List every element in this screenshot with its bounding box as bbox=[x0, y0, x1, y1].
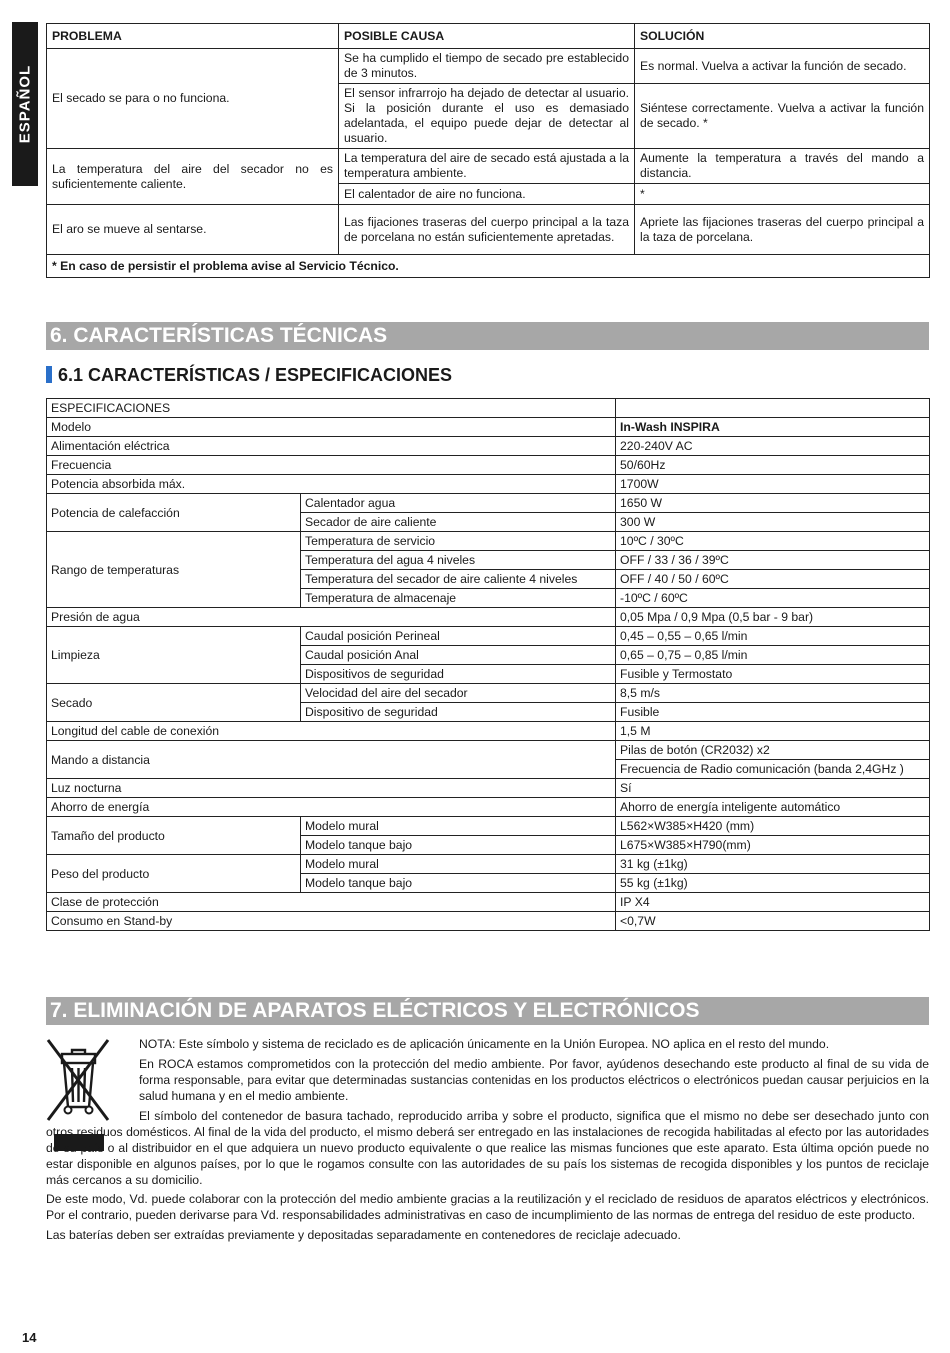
table-row: Temperatura del secador de aire caliente 4 niveles OFF / 40 / 50 / 60ºC bbox=[47, 570, 930, 589]
section-6-1-title: 6.1 CARACTERÍSTICAS / ESPECIFICACIONES bbox=[58, 365, 453, 385]
section-6-title: 6. CARACTERÍSTICAS TÉCNICAS bbox=[46, 322, 929, 350]
solution-cell: Es normal. Vuelva a activar la función de secado. bbox=[635, 49, 930, 84]
table-row: Dispositivo de seguridad Fusible bbox=[47, 703, 930, 722]
solution-cell: * bbox=[635, 184, 930, 205]
table-row bbox=[47, 49, 930, 84]
header-causa: POSIBLE CAUSA bbox=[339, 24, 635, 49]
table-row: Tamaño del producto Modelo mural L562×W385×H420 (mm) bbox=[47, 817, 930, 836]
solution-cell: Siéntese correctamente. Vuelva a activar la función de secado. * bbox=[635, 84, 930, 149]
table-row: Secador de aire caliente 300 W bbox=[47, 513, 930, 532]
table-row: Frecuencia 50/60Hz bbox=[47, 456, 930, 475]
table-row: Peso del producto Modelo mural 31 kg (±1kg) bbox=[47, 855, 930, 874]
table-row: Dispositivos de seguridad Fusible y Termostato bbox=[47, 665, 930, 684]
solution-cell: Apriete las fijaciones traseras del cuerpo principal a la taza de porcelana. bbox=[635, 205, 930, 255]
table-row: Frecuencia de Radio comunicación (banda 2,4GHz ) bbox=[47, 760, 930, 779]
table-row: Limpieza Caudal posición Perineal 0,45 – 0,55 – 0,65 l/min bbox=[47, 627, 930, 646]
table-row: Consumo en Stand-by <0,7W bbox=[47, 912, 930, 931]
table-row bbox=[47, 399, 930, 418]
batteries-paragraph: Las baterías deben ser extraídas previamente y depositadas separadamente en contenedores de reciclaje adecuado. bbox=[46, 1228, 681, 1242]
roca-paragraph: En ROCA estamos comprometidos con la protección del medio ambiente. Por favor, ayúdenos desechando este producto al final de su vida de forma responsable, para evitar que determinadas sustancias contenidas en los productos eléctricos o electrónicos puedan causar perjuicios en la salud humana y en el medio ambiente. bbox=[139, 1057, 929, 1103]
table-row: Potencia absorbida máx. 1700W bbox=[47, 475, 930, 494]
table-row: Modelo tanque bajo 55 kg (±1kg) bbox=[47, 874, 930, 893]
footnote: * En caso de persistir el problema avise al Servicio Técnico. bbox=[47, 255, 930, 278]
table-row: Mando a distancia Pilas de botón (CR2032) x2 bbox=[47, 741, 930, 760]
solution-cell: Aumente la temperatura a través del mando a distancia. bbox=[635, 149, 930, 184]
problem-cell: El secado se para o no funciona. bbox=[47, 49, 339, 149]
table-row: Clase de protección IP X4 bbox=[47, 893, 930, 912]
model-value: In-Wash INSPIRA bbox=[616, 418, 930, 437]
cause-cell: La temperatura del aire de secado está ajustada a la temperatura ambiente. bbox=[339, 149, 635, 184]
table-row: Potencia de calefacción Calentador agua 1650 W bbox=[47, 494, 930, 513]
heading-accent-bar bbox=[46, 366, 52, 383]
section-6-1-heading bbox=[46, 364, 452, 386]
table-row bbox=[47, 205, 930, 255]
cause-cell: El calentador de aire no funciona. bbox=[339, 184, 635, 205]
table-header-row bbox=[47, 24, 930, 49]
weee-closing-text bbox=[46, 1191, 929, 1247]
specifications-table bbox=[46, 398, 930, 931]
table-row: Ahorro de energía Ahorro de energía inteligente automático bbox=[47, 798, 930, 817]
section-7-title: 7. ELIMINACIÓN DE APARATOS ELÉCTRICOS Y ELECTRÓNICOS bbox=[46, 997, 929, 1025]
table-row: Modelo tanque bajo L675×W385×H790(mm) bbox=[47, 836, 930, 855]
language-tab-label: ESPAÑOL bbox=[16, 64, 34, 144]
table-row: Luz nocturna Sí bbox=[47, 779, 930, 798]
table-row bbox=[47, 149, 930, 184]
bin-symbol-paragraph: El símbolo del contenedor de basura tachado, reproducido arriba y sobre el producto, significa que el mismo no debe ser desechado junto con otros residuos domésticos. Al final de la vida del producto, el mismo deberá ser entregado en las instalaciones de recogida habilitadas al efecto por las autoridades de su país o al distribuidor en el que adquiera un nuevo producto equivalente o que realice las mismas funciones que este aparato. Esta última opción puede no estar disponible en algunos países, por lo que le rogamos consulte con las autoridades de su país los sistemas de recogida disponibles y los puntos de reciclaje más cercanos a su domicilio. bbox=[46, 1109, 929, 1187]
problem-cell: El aro se mueve al sentarse. bbox=[47, 205, 339, 255]
header-solucion: SOLUCIÓN bbox=[635, 24, 930, 49]
table-row: Temperatura del agua 4 niveles OFF / 33 / 36 / 39ºC bbox=[47, 551, 930, 570]
language-tab bbox=[12, 22, 38, 186]
table-row: Presión de agua 0,05 Mpa / 0,9 Mpa (0,5 bar - 9 bar) bbox=[47, 608, 930, 627]
header-problema: PROBLEMA bbox=[47, 24, 339, 49]
table-row: Caudal posición Anal 0,65 – 0,75 – 0,85 l/min bbox=[47, 646, 930, 665]
footnote-row bbox=[47, 255, 930, 278]
cause-cell: Se ha cumplido el tiempo de secado pre establecido de 3 minutos. bbox=[339, 49, 635, 84]
problem-cell: La temperatura del aire del secador no es suficientemente caliente. bbox=[47, 149, 339, 205]
table-row: Alimentación eléctrica 220-240V AC bbox=[47, 437, 930, 456]
spec-header: ESPECIFICACIONES bbox=[47, 399, 616, 418]
table-row: Modelo In-Wash INSPIRA bbox=[47, 418, 930, 437]
table-row: Rango de temperaturas Temperatura de servicio 10ºC / 30ºC bbox=[47, 532, 930, 551]
table-row: Longitud del cable de conexión 1,5 M bbox=[47, 722, 930, 741]
table-row: Temperatura de almacenaje -10ºC / 60ºC bbox=[47, 589, 930, 608]
weee-intro-text bbox=[139, 1036, 929, 1108]
collaboration-paragraph: De este modo, Vd. puede colaborar con la protección del medio ambiente gracias a la reutilización y el reciclado de residuos de aparatos eléctricos y electrónicos. Por el contrario, pueden derivarse para Vd. responsabilidades administrativas en caso de incumplimiento de las normas de entrega del residuo de este producto. bbox=[46, 1192, 929, 1222]
cause-cell: Las fijaciones traseras del cuerpo principal a la taza de porcelana no están suficientemente apretadas. bbox=[339, 205, 635, 255]
note-paragraph: NOTA: Este símbolo y sistema de reciclado es de aplicación únicamente en la Unión Europea. NO aplica en el resto del mundo. bbox=[139, 1037, 830, 1051]
table-row: Secado Velocidad del aire del secador 8,5 m/s bbox=[47, 684, 930, 703]
page-number: 14 bbox=[22, 1330, 37, 1345]
troubleshooting-table bbox=[46, 23, 930, 278]
cause-cell: El sensor infrarrojo ha dejado de detectar al usuario. Si la posición durante el uso es demasiado adelantada, el equipo puede dejar de detectar al usuario. bbox=[339, 84, 635, 149]
